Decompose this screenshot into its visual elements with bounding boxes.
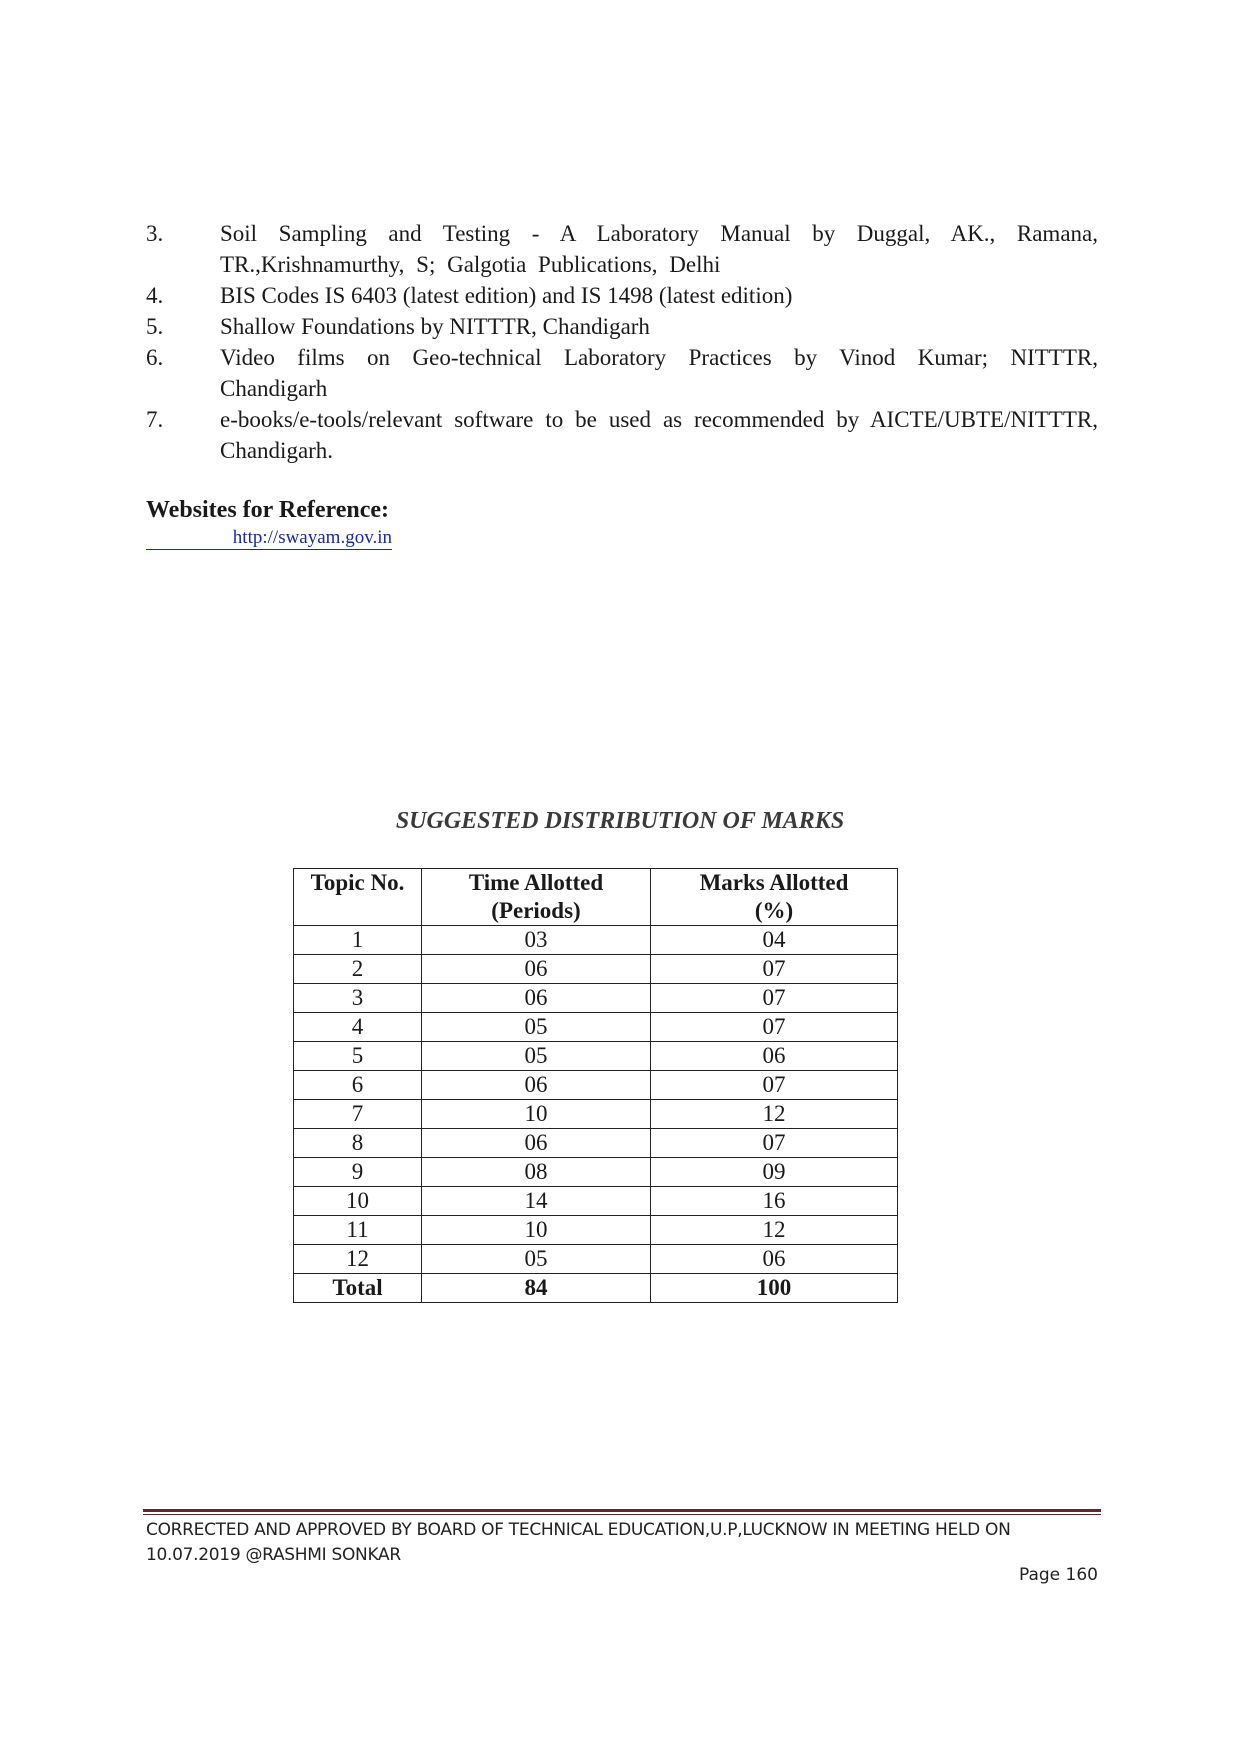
marks-allotted-cell: 12 <box>651 1100 898 1129</box>
marks-allotted-cell: 07 <box>651 984 898 1013</box>
table-row <box>294 984 898 1013</box>
reference-item <box>146 218 1098 280</box>
reference-text: Shallow Foundations by NITTTR, Chandigarh <box>220 314 650 339</box>
marks-allotted-cell: 06 <box>651 1245 898 1274</box>
topic-no-cell: 12 <box>294 1245 422 1274</box>
marks-allotted-cell: 07 <box>651 1013 898 1042</box>
table-total-row <box>294 1274 898 1303</box>
table-body <box>294 926 898 1303</box>
table-row <box>294 1158 898 1187</box>
table-row <box>294 1245 898 1274</box>
reference-text: Soil Sampling and Testing - A Laboratory Manual by Duggal, AK., Ramana, TR.,Krishnamurthy, S; Galgotia Publications, Delhi <box>220 221 1098 277</box>
topic-no-cell: 3 <box>294 984 422 1013</box>
topic-no-header: Topic No. <box>294 869 422 926</box>
swayam-link[interactable]: http://swayam.gov.in <box>146 527 392 550</box>
table-row <box>294 1013 898 1042</box>
table-header-row <box>294 869 898 926</box>
reference-number: 7. <box>146 407 164 432</box>
marks-allotted-header: Marks Allotted (%) <box>651 869 898 926</box>
time-allotted-cell: 06 <box>422 984 651 1013</box>
time-allotted-cell: 14 <box>422 1187 651 1216</box>
websites-heading: Websites for Reference: <box>146 497 390 523</box>
topic-no-cell: 1 <box>294 926 422 955</box>
marks-distribution-title: SUGGESTED DISTRIBUTION OF MARKS <box>395 808 845 834</box>
table-row <box>294 955 898 984</box>
marks-allotted-cell: 07 <box>651 1129 898 1158</box>
reference-text: e-books/e-tools/relevant software to be used as recommended by AICTE/UBTE/NITTTR, Chandigarh. <box>220 407 1098 463</box>
table-row <box>294 1100 898 1129</box>
marks-allotted-cell: 04 <box>651 926 898 955</box>
table-row <box>294 1216 898 1245</box>
reference-number: 3. <box>146 221 164 246</box>
time-allotted-cell: 10 <box>422 1216 651 1245</box>
marks-allotted-cell: 09 <box>651 1158 898 1187</box>
table-row <box>294 1071 898 1100</box>
time-allotted-cell: 08 <box>422 1158 651 1187</box>
time-allotted-cell: 06 <box>422 1129 651 1158</box>
marks-allotted-cell: 07 <box>651 955 898 984</box>
footer-divider <box>143 1509 1101 1512</box>
page-number: Page 160 <box>1018 1565 1098 1585</box>
table-row <box>294 926 898 955</box>
marks-allotted-cell: 12 <box>651 1216 898 1245</box>
time-allotted-cell: 05 <box>422 1245 651 1274</box>
reference-item <box>146 311 1098 342</box>
marks-allotted-cell: 07 <box>651 1071 898 1100</box>
topic-no-cell: 9 <box>294 1158 422 1187</box>
time-allotted-cell: 03 <box>422 926 651 955</box>
time-allotted-cell: 05 <box>422 1042 651 1071</box>
topic-no-cell: 8 <box>294 1129 422 1158</box>
reference-number: 4. <box>146 283 164 308</box>
topic-no-cell: 4 <box>294 1013 422 1042</box>
total-time-cell: 84 <box>422 1274 651 1303</box>
marks-allotted-cell: 06 <box>651 1042 898 1071</box>
footer-divider-thin <box>143 1514 1101 1515</box>
marks-allotted-cell: 16 <box>651 1187 898 1216</box>
footer-approval-note: CORRECTED AND APPROVED BY BOARD OF TECHNICAL EDUCATION,U.P,LUCKNOW IN MEETING HELD ON 10.07.2019 @RASHMI SONKAR <box>146 1520 1011 1565</box>
time-allotted-header: Time Allotted (Periods) <box>422 869 651 926</box>
total-label-cell: Total <box>294 1274 422 1303</box>
reference-item <box>146 280 1098 311</box>
topic-no-cell: 5 <box>294 1042 422 1071</box>
total-marks-cell: 100 <box>651 1274 898 1303</box>
time-allotted-cell: 10 <box>422 1100 651 1129</box>
topic-no-cell: 6 <box>294 1071 422 1100</box>
reference-item <box>146 342 1098 404</box>
table-row <box>294 1187 898 1216</box>
topic-no-cell: 10 <box>294 1187 422 1216</box>
reference-text: Video films on Geo-technical Laboratory Practices by Vinod Kumar; NITTTR, Chandigarh <box>220 345 1098 401</box>
time-allotted-cell: 05 <box>422 1013 651 1042</box>
table-row <box>294 1129 898 1158</box>
topic-no-cell: 11 <box>294 1216 422 1245</box>
reference-number: 5. <box>146 314 164 339</box>
topic-no-cell: 7 <box>294 1100 422 1129</box>
table-row <box>294 1042 898 1071</box>
reference-text: BIS Codes IS 6403 (latest edition) and IS 1498 (latest edition) <box>220 283 793 308</box>
time-allotted-cell: 06 <box>422 1071 651 1100</box>
reference-list <box>146 218 1098 466</box>
time-allotted-cell: 06 <box>422 955 651 984</box>
reference-item <box>146 404 1098 466</box>
reference-number: 6. <box>146 345 164 370</box>
marks-distribution-table <box>293 868 898 1303</box>
topic-no-cell: 2 <box>294 955 422 984</box>
